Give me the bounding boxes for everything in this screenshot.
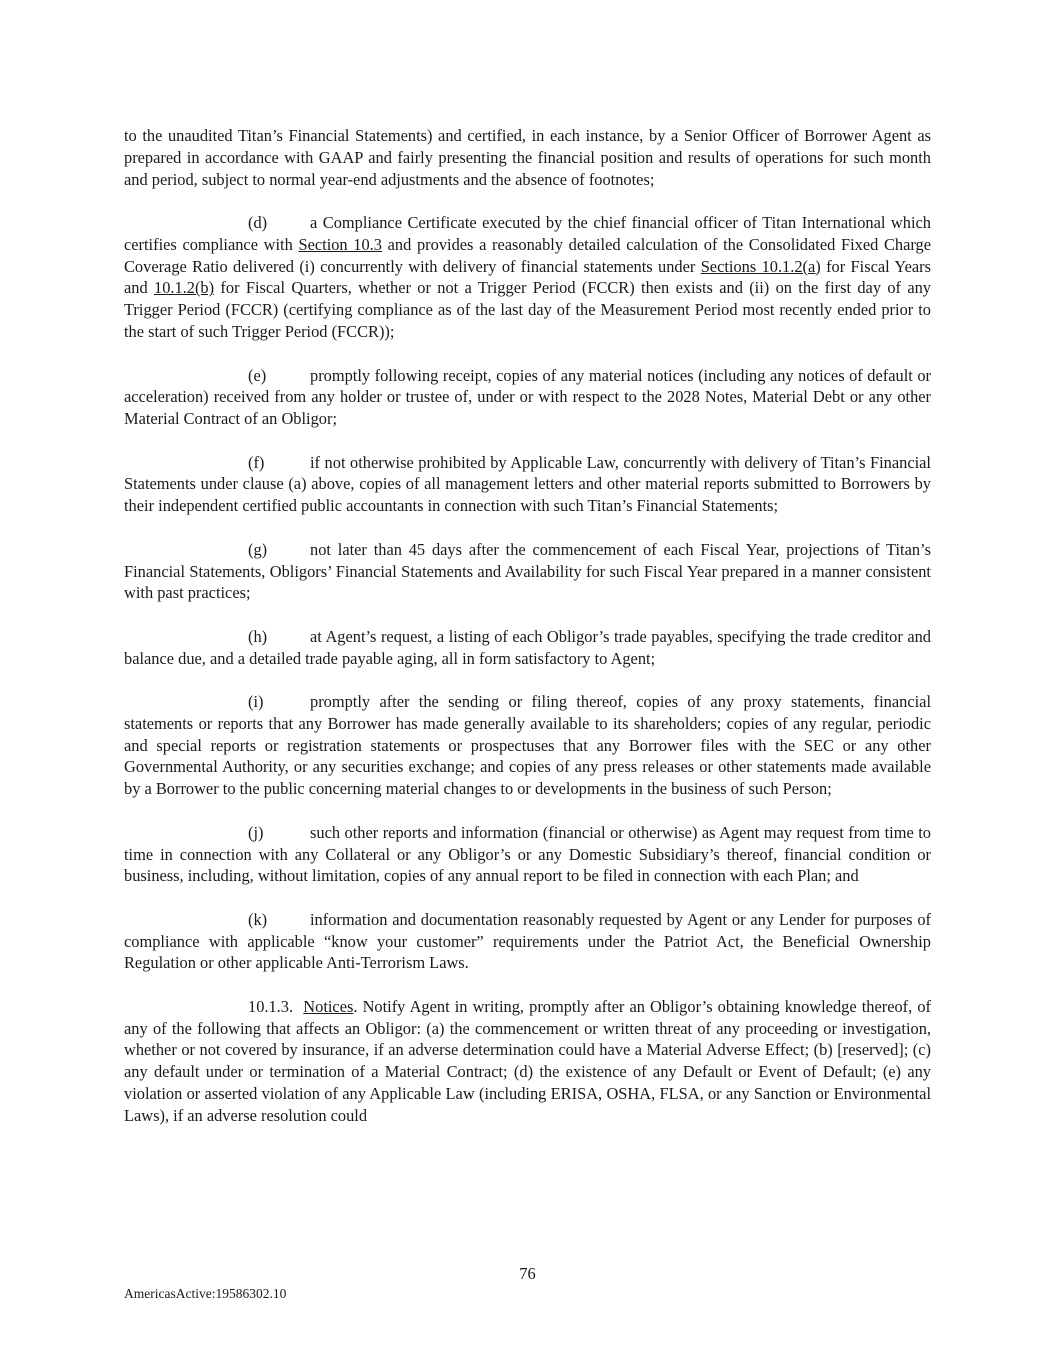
clause-label: (j) [248, 822, 264, 842]
section-number: 10.1.3. [248, 996, 294, 1016]
section-10-3-link[interactable]: Section 10.3 [298, 234, 382, 254]
section-10-1-3-notices: 10.1.3. Notices. Notify Agent in writing, promptly after an Obligor’s obtaining knowledge thereof, of any of the following that affects an Obligor: (a) the commencement or written threat of any proceeding or investigation, whether or not covered by insurance, if an adverse determination could have a Material Adverse Effect; (b) [reserved]; (c) any default under or termination of a Material Contract; (d) the existence of any Default or Event of Default; (e) any violation or asserted violation of any Applicable Law (including ERISA, OSHA, FLSA, or any Sanction or Environmental Laws), if an adverse resolution could [124, 996, 931, 1125]
clause-label: (h) [248, 626, 268, 646]
clause-label: (i) [248, 692, 264, 712]
clause-label: (k) [248, 909, 268, 929]
section-10-1-2b-link[interactable]: 10.1.2(b) [154, 278, 215, 298]
clause-g: (g) not later than 45 days after the commencement of each Fiscal Year, projections of Titan’s Financial Statements, Obligors’ Financial Statements and Availability for such Fiscal Year prepared in a manner consistent with past practices; [124, 539, 931, 603]
clause-j: (j) such other reports and information (financial or otherwise) as Agent may request from time to time in connection with any Collateral or any Obligor’s or any Domestic Subsidiary’s thereof, financial condition or business, including, without limitation, copies of any annual report to be filed in connection with each Plan; and [124, 822, 931, 886]
clause-k: (k) information and documentation reasonably requested by Agent or any Lender for purposes of compliance with applicable “know your customer” requirements under the Patriot Act, the Beneficial Ownership Regulation or other applicable Anti-Terrorism Laws. [124, 909, 931, 973]
section-heading: Notices [303, 996, 354, 1016]
clause-label: (g) [248, 539, 268, 559]
clause-i: (i) promptly after the sending or filing thereof, copies of any proxy statements, financial statements or reports that any Borrower has made generally available to its shareholders; copies of any regular, periodic and special reports or registration statements or prospectuses that any Borrower files with the SEC or any other Governmental Authority, or any securities exchange; and copies of any press releases or other statements made available by a Borrower to the public concerning material changes to or developments in the business of such Person; [124, 692, 931, 799]
clause-h: (h) at Agent’s request, a listing of each Obligor’s trade payables, specifying the trade creditor and balance due, and a detailed trade payable aging, all in form satisfactory to Agent; [124, 626, 931, 668]
document-body [124, 125, 931, 1148]
continuation-paragraph: to the unaudited Titan’s Financial Statements) and certified, in each instance, by a Senior Officer of Borrower Agent as prepared in accordance with GAAP and fairly presenting the financial position and results of operations for such month and period, subject to normal year-end adjustments and the absence of footnotes; [124, 126, 931, 189]
clause-f: (f) if not otherwise prohibited by Applicable Law, concurrently with delivery of Titan’s Financial Statements under clause (a) above, copies of all management letters and other material reports submitted to Borrowers by their independent certified public accountants in connection with such Titan’s Financial Statements; [124, 452, 931, 516]
clause-e: (e) promptly following receipt, copies of any material notices (including any notices of default or acceleration) received from any holder or trustee of, under or with respect to the 2028 Notes, Material Debt or any other Material Contract of an Obligor; [124, 365, 931, 429]
section-10-1-2a-link[interactable]: Sections 10.1.2(a) [700, 256, 821, 276]
clause-label: (d) [248, 213, 268, 233]
document-id: AmericasActive:19586302.10 [124, 1286, 287, 1301]
clause-d: (d) a Compliance Certificate executed by the chief financial officer of Titan International which certifies compliance with Section 10.3 and provides a reasonably detailed calculation of the Consolidated Fixed Charge Coverage Ratio delivered (i) concurrently with delivery of financial statements under Sections 10.1.2(a) for Fiscal Years and 10.1.2(b) for Fiscal Quarters, whether or not a Trigger Period (FCCR) then exists and (ii) on the first day of any Trigger Period (FCCR) (certifying compliance as of the last day of the Measurement Period most recently ended prior to the start of such Trigger Period (FCCR)); [124, 213, 932, 342]
clause-label: (f) [248, 452, 265, 472]
clause-label: (e) [248, 365, 267, 385]
page-number: 76 [519, 1264, 536, 1283]
